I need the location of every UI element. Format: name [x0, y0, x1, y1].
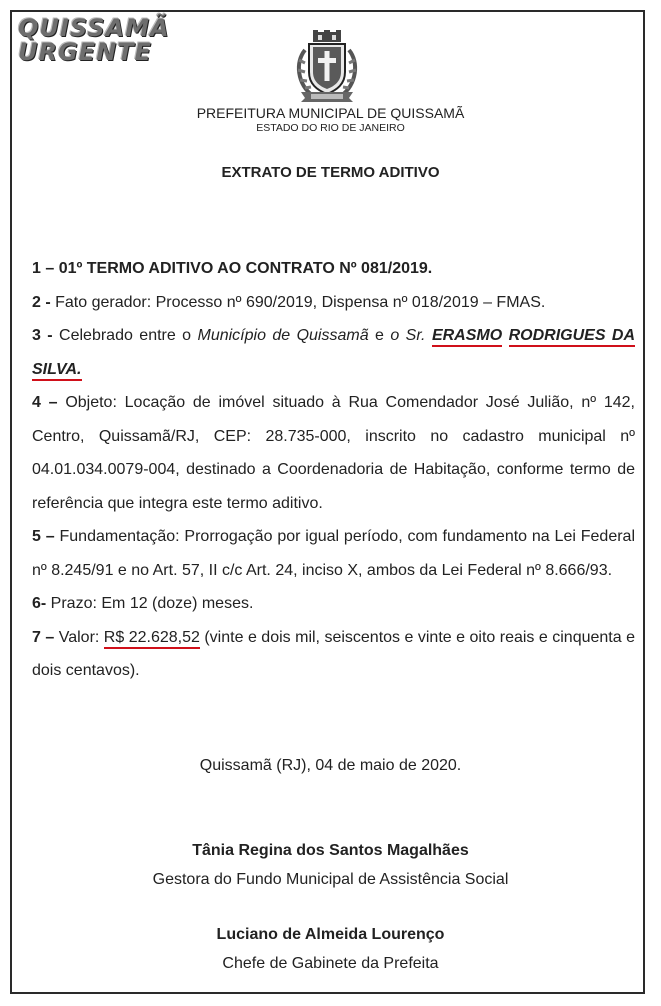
item-7-number: 7 –: [32, 628, 55, 646]
prefeitura-name: PREFEITURA MUNICIPAL DE QUISSAMÃ: [196, 105, 465, 121]
signatory-role: Chefe de Gabinete da Prefeita: [222, 955, 439, 972]
item-3: [32, 319, 635, 386]
item-3-text-a: Celebrado entre o: [52, 327, 198, 344]
contract-value: R$ 22.628,52: [104, 629, 200, 649]
contractor-name-rest: RODRIGUES DA SILVA.: [32, 327, 635, 381]
item-7-text-a: Valor:: [54, 628, 104, 646]
item-2: [32, 286, 635, 320]
item-6-text: Prazo: Em 12 (doze) meses.: [46, 595, 254, 612]
item-2-text: Fato gerador: Processo nº 690/2019, Dispensa nº 018/2019 – FMAS.: [50, 293, 546, 311]
logo-line-2: URGENTE: [18, 38, 152, 66]
item-7: [32, 621, 635, 688]
coat-of-arms-icon: [291, 30, 363, 104]
item-4: [32, 386, 635, 520]
item-6-number: 6-: [32, 595, 47, 612]
item-5-number: 5 –: [32, 528, 55, 545]
item-1: 1 – 01º TERMO ADITIVO AO CONTRATO Nº 081/2019.: [32, 260, 433, 277]
item-6: [32, 587, 635, 621]
document-title: EXTRATO DE TERMO ADITIVO: [221, 164, 440, 181]
signature-block-2: [0, 920, 661, 978]
item-4-number: 4 –: [32, 394, 58, 411]
header: [0, 105, 661, 135]
item-2-number: 2 -: [32, 293, 51, 311]
signatory-role: Gestora do Fundo Municipal de Assistência Social: [152, 871, 509, 888]
contractor-name-first: ERASMO: [432, 327, 502, 347]
item-4-text: Objeto: Locação de imóvel situado à Rua Comendador José Julião, nº 142, Centro, Quissamã/RJ, CEP: 28.735-000, inscrito no cadastro municipal nº 04.01.034.0079-004, destinado a Coordenadoria de Habitação, conforme termo de referência que integra este termo aditivo.: [32, 394, 635, 512]
item-5-text: Fundamentação: Prorrogação por igual período, com fundamento na Lei Federal nº 8.245/91 e no Art. 57, II c/c Art. 24, inciso X, ambos da Lei Federal nº 8.666/93.: [32, 528, 635, 579]
item-3-text-b: e: [368, 327, 391, 344]
item-3-number: 3 -: [32, 327, 53, 344]
item-3-municipio: Município de Quissamã: [197, 327, 369, 344]
quissama-urgente-logo: [18, 16, 170, 64]
document-body: [32, 252, 635, 688]
item-7-text-b: (vinte e dois mil, seiscentos e vinte e oito reais e cinquenta e dois centavos).: [32, 628, 635, 679]
item-3-sr: o Sr.: [390, 327, 426, 344]
item-5: [32, 520, 635, 587]
signatory-name: Luciano de Almeida Lourenço: [216, 926, 445, 943]
signatory-name: Tânia Regina dos Santos Magalhães: [192, 842, 469, 859]
signature-block-1: [0, 836, 661, 894]
estado-name: ESTADO DO RIO DE JANEIRO: [256, 122, 405, 134]
document-date: Quissamã (RJ), 04 de maio de 2020.: [199, 757, 462, 774]
logo-line-1: QUISSAMÃ: [18, 14, 170, 42]
